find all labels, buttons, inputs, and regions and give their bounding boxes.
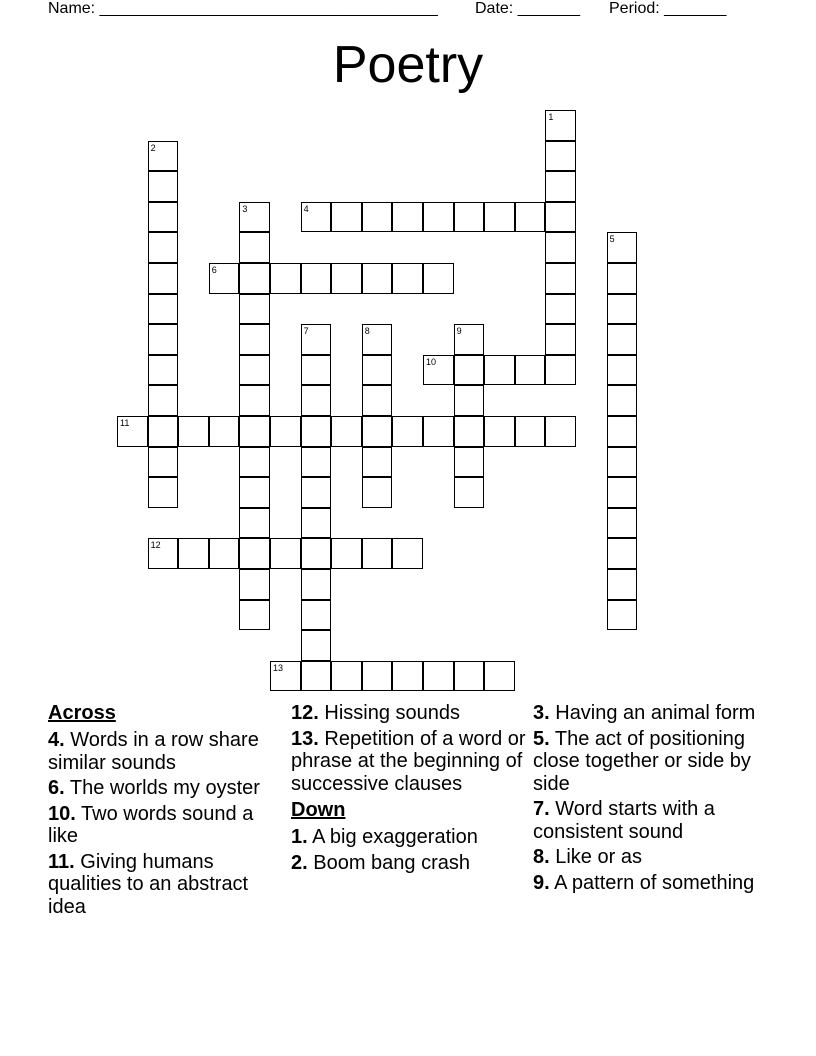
clues-column-3 <box>533 702 773 897</box>
grid-cell[interactable] <box>239 600 270 631</box>
grid-cell[interactable] <box>545 232 576 263</box>
grid-cell[interactable] <box>607 294 638 325</box>
grid-cell[interactable] <box>423 416 454 447</box>
grid-cell[interactable] <box>239 477 270 508</box>
period-field[interactable]: Period: _______ <box>609 0 727 17</box>
grid-cell[interactable] <box>607 447 638 478</box>
grid-cell[interactable] <box>148 141 179 172</box>
cell-number: 12 <box>150 540 161 551</box>
grid-cell[interactable] <box>392 538 423 569</box>
grid-cell[interactable] <box>301 569 332 600</box>
grid-cell[interactable] <box>148 294 179 325</box>
date-field[interactable]: Date: _______ <box>475 0 580 17</box>
grid-cell[interactable] <box>607 416 638 447</box>
grid-cell[interactable] <box>545 355 576 386</box>
grid-cell[interactable] <box>454 447 485 478</box>
grid-cell[interactable] <box>545 202 576 233</box>
clue-down-3: 3. Having an animal form <box>533 702 756 724</box>
cell-number: 9 <box>456 326 462 337</box>
name-field[interactable]: Name: ______________________________________ <box>48 0 438 17</box>
grid-cell[interactable] <box>301 202 332 233</box>
grid-cell[interactable] <box>484 661 515 692</box>
grid-cell[interactable] <box>607 385 638 416</box>
grid-cell[interactable] <box>148 416 179 447</box>
grid-cell[interactable] <box>362 477 393 508</box>
grid-cell[interactable] <box>301 263 332 294</box>
grid-cell[interactable] <box>607 263 638 294</box>
grid-cell[interactable] <box>301 416 332 447</box>
cell-number: 3 <box>242 203 248 214</box>
grid-cell[interactable] <box>545 171 576 202</box>
grid-cell[interactable] <box>484 355 515 386</box>
clues-column-2 <box>291 702 531 877</box>
down-heading: Down <box>291 799 346 821</box>
cell-number: 2 <box>150 142 156 153</box>
grid-cell[interactable] <box>148 324 179 355</box>
grid-cell[interactable] <box>301 447 332 478</box>
grid-cell[interactable] <box>301 477 332 508</box>
grid-cell[interactable] <box>331 202 362 233</box>
page-title: Poetry <box>332 36 484 94</box>
grid-cell[interactable] <box>301 385 332 416</box>
cell-number: 10 <box>426 356 437 367</box>
grid-cell[interactable] <box>545 263 576 294</box>
cell-number: 4 <box>303 203 309 214</box>
grid-cell[interactable] <box>362 355 393 386</box>
grid-cell[interactable] <box>178 416 209 447</box>
clue-across-6: 6. The worlds my oyster <box>48 777 260 799</box>
grid-cell[interactable] <box>545 416 576 447</box>
grid-cell[interactable] <box>239 263 270 294</box>
grid-cell[interactable] <box>515 202 546 233</box>
grid-cell[interactable] <box>362 447 393 478</box>
grid-cell[interactable] <box>545 110 576 141</box>
grid-cell[interactable] <box>362 324 393 355</box>
grid-cell[interactable] <box>545 141 576 172</box>
grid-cell[interactable] <box>209 416 240 447</box>
grid-cell[interactable] <box>454 477 485 508</box>
grid-cell[interactable] <box>148 355 179 386</box>
grid-cell[interactable] <box>607 232 638 263</box>
grid-cell[interactable] <box>545 294 576 325</box>
grid-cell[interactable] <box>607 538 638 569</box>
grid-cell[interactable] <box>607 477 638 508</box>
grid-cell[interactable] <box>515 416 546 447</box>
clue-across-11: 11. Giving humans qualities to an abstract idea <box>48 850 249 918</box>
grid-cell[interactable] <box>607 324 638 355</box>
grid-cell[interactable] <box>301 630 332 661</box>
grid-cell[interactable] <box>239 569 270 600</box>
grid-cell[interactable] <box>392 263 423 294</box>
grid-cell[interactable] <box>545 324 576 355</box>
cell-number: 5 <box>609 234 615 245</box>
grid-cell[interactable] <box>331 416 362 447</box>
grid-cell[interactable] <box>148 447 179 478</box>
grid-cell[interactable] <box>301 355 332 386</box>
cell-number: 13 <box>273 662 284 673</box>
grid-cell[interactable] <box>148 385 179 416</box>
grid-cell[interactable] <box>362 385 393 416</box>
grid-cell[interactable] <box>270 416 301 447</box>
clue-across-10: 10. Two words sound a like <box>48 802 254 847</box>
grid-cell[interactable] <box>454 661 485 692</box>
grid-cell[interactable] <box>607 508 638 539</box>
grid-cell[interactable] <box>423 202 454 233</box>
grid-cell[interactable] <box>301 600 332 631</box>
cell-number: 11 <box>120 418 130 428</box>
clue-down-7: 7. Word starts with a consistent sound <box>533 798 715 843</box>
grid-cell[interactable] <box>270 661 301 692</box>
clue-down-1: 1. A big exaggeration <box>291 826 478 848</box>
grid-cell[interactable] <box>239 416 270 447</box>
grid-cell[interactable] <box>484 202 515 233</box>
grid-cell[interactable] <box>239 385 270 416</box>
cell-number: 6 <box>211 265 217 275</box>
grid-cell[interactable] <box>515 355 546 386</box>
clue-across-4: 4. Words in a row share similar sounds <box>48 729 259 774</box>
clue-across-12: 12. Hissing sounds <box>291 702 460 724</box>
cell-number: 1 <box>548 112 554 122</box>
grid-cell[interactable] <box>239 202 270 233</box>
grid-cell[interactable] <box>239 538 270 569</box>
grid-cell[interactable] <box>148 202 179 233</box>
grid-cell[interactable] <box>301 538 332 569</box>
grid-cell[interactable] <box>331 263 362 294</box>
grid-cell[interactable] <box>148 538 179 569</box>
grid-cell[interactable] <box>362 661 393 692</box>
grid-cell[interactable] <box>331 661 362 692</box>
grid-cell[interactable] <box>301 661 332 692</box>
grid-cell[interactable] <box>178 538 209 569</box>
clue-down-9: 9. A pattern of something <box>533 871 755 894</box>
grid-cell[interactable] <box>362 263 393 294</box>
grid-cell[interactable] <box>239 324 270 355</box>
grid-cell[interactable] <box>392 661 423 692</box>
grid-cell[interactable] <box>148 232 179 263</box>
grid-cell[interactable] <box>270 538 301 569</box>
cell-number: 7 <box>303 326 309 337</box>
clue-down-5: 5. The act of positioning close together or side by side <box>533 727 751 795</box>
grid-cell[interactable] <box>362 416 393 447</box>
grid-cell[interactable] <box>423 263 454 294</box>
grid-cell[interactable] <box>454 202 485 233</box>
grid-cell[interactable] <box>209 538 240 569</box>
grid-cell[interactable] <box>117 416 148 447</box>
grid-cell[interactable] <box>392 202 423 233</box>
clue-across-13: 13. Repetition of a word or phrase at the beginning of successive clauses <box>291 727 526 795</box>
grid-cell[interactable] <box>331 538 362 569</box>
grid-cell[interactable] <box>484 416 515 447</box>
grid-cell[interactable] <box>301 324 332 355</box>
grid-cell[interactable] <box>607 600 638 631</box>
grid-cell[interactable] <box>454 416 485 447</box>
clue-down-2: 2. Boom bang crash <box>291 851 471 874</box>
grid-cell[interactable] <box>209 263 240 294</box>
across-heading: Across <box>48 702 116 724</box>
grid-cell[interactable] <box>392 416 423 447</box>
grid-cell[interactable] <box>270 263 301 294</box>
grid-cell[interactable] <box>148 263 179 294</box>
grid-cell[interactable] <box>423 661 454 692</box>
grid-cell[interactable] <box>239 508 270 539</box>
grid-cell[interactable] <box>362 202 393 233</box>
grid-cell[interactable] <box>301 508 332 539</box>
grid-cell[interactable] <box>239 232 270 263</box>
grid-cell[interactable] <box>362 538 393 569</box>
grid-cell[interactable] <box>423 355 454 386</box>
grid-cell[interactable] <box>239 447 270 478</box>
clues-column-1 <box>48 702 288 921</box>
grid-cell[interactable] <box>148 477 179 508</box>
grid-cell[interactable] <box>239 294 270 325</box>
grid-cell[interactable] <box>607 569 638 600</box>
cell-number: 8 <box>364 326 370 337</box>
clue-down-8: 8. Like or as <box>533 846 642 868</box>
grid-cell[interactable] <box>607 355 638 386</box>
grid-cell[interactable] <box>148 171 179 202</box>
grid-cell[interactable] <box>239 355 270 386</box>
grid-cell[interactable] <box>454 324 485 355</box>
grid-cell[interactable] <box>454 355 485 386</box>
grid-cell[interactable] <box>454 385 485 416</box>
